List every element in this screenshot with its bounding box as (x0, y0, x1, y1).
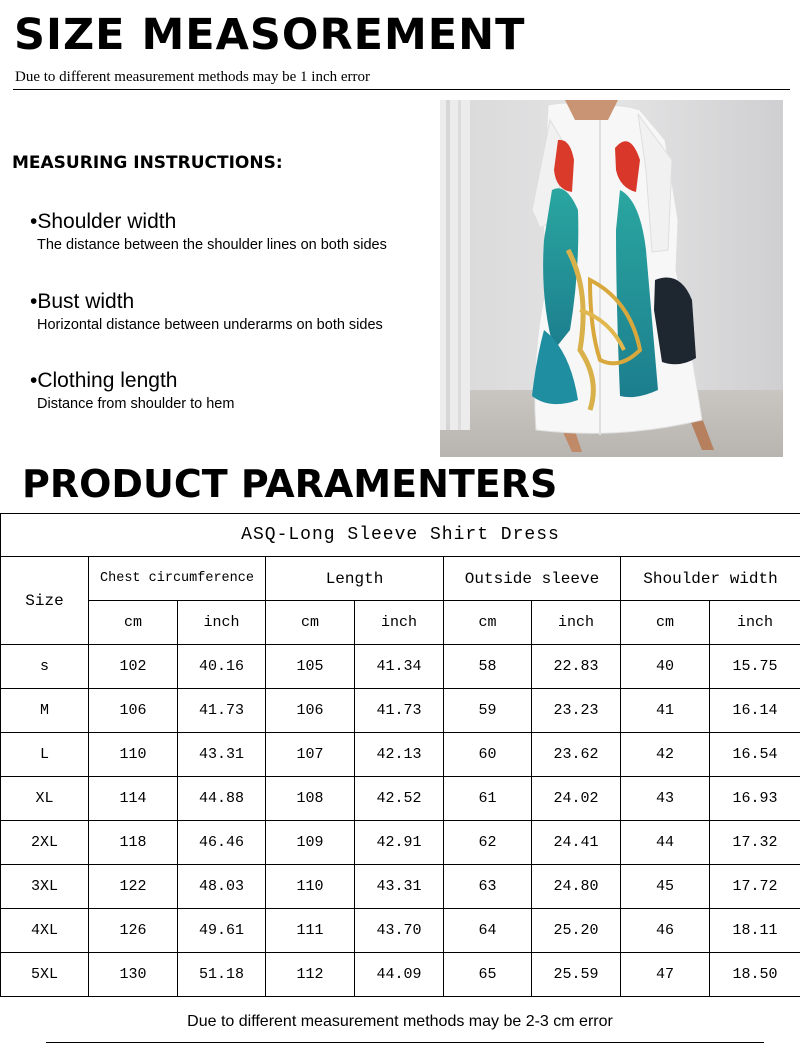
size-cell: 4XL (1, 909, 89, 953)
table-cell: 130 (89, 953, 178, 997)
instruction-shoulder-width (30, 211, 387, 253)
table-row (1, 777, 800, 821)
table-row (1, 953, 800, 997)
table-cell: 102 (89, 645, 178, 689)
instruction-clothing-length (30, 370, 234, 412)
size-cell: XL (1, 777, 89, 821)
size-cell: L (1, 733, 89, 777)
table-cell: 112 (266, 953, 355, 997)
table-cell: 41.73 (178, 689, 266, 733)
table-cell: 44 (621, 821, 710, 865)
table-row (1, 821, 800, 865)
instruction-bust-width (30, 291, 383, 333)
size-table (0, 513, 800, 997)
table-cell: 114 (89, 777, 178, 821)
unit-inch: inch (710, 601, 800, 645)
length-column-header: Length (266, 557, 444, 601)
table-cell: 58 (444, 645, 532, 689)
table-cell: 122 (89, 865, 178, 909)
table-cell: 40 (621, 645, 710, 689)
table-cell: 24.41 (532, 821, 621, 865)
table-cell: 42 (621, 733, 710, 777)
table-cell: 41.73 (355, 689, 444, 733)
table-row (1, 865, 800, 909)
page-title: SIZE MEASOREMENT (14, 10, 526, 60)
table-cell: 24.02 (532, 777, 621, 821)
unit-inch: inch (355, 601, 444, 645)
instructions-heading: MEASURING INSTRUCTIONS: (12, 153, 283, 173)
table-cell: 42.52 (355, 777, 444, 821)
table-cell: 107 (266, 733, 355, 777)
footer-note: Due to different measurement methods may be 2-3 cm error (187, 1013, 613, 1030)
table-cell: 25.59 (532, 953, 621, 997)
table-cell: 47 (621, 953, 710, 997)
table-cell: 65 (444, 953, 532, 997)
table-row (1, 733, 800, 777)
table-cell: 63 (444, 865, 532, 909)
table-cell: 42.91 (355, 821, 444, 865)
table-cell: 43.31 (355, 865, 444, 909)
table-cell: 16.93 (710, 777, 800, 821)
chest-column-header: Chest circumference (89, 557, 266, 601)
table-cell: 45 (621, 865, 710, 909)
table-cell: 44.88 (178, 777, 266, 821)
table-cell: 23.23 (532, 689, 621, 733)
table-caption: ASQ-Long Sleeve Shirt Dress (1, 514, 800, 557)
size-cell: M (1, 689, 89, 733)
product-photo (440, 100, 783, 457)
table-cell: 106 (266, 689, 355, 733)
table-cell: 22.83 (532, 645, 621, 689)
product-parameters-heading: PRODUCT PARAMENTERS (22, 462, 558, 506)
table-cell: 17.32 (710, 821, 800, 865)
unit-cm: cm (266, 601, 355, 645)
table-row (1, 689, 800, 733)
table-cell: 46 (621, 909, 710, 953)
table-cell: 59 (444, 689, 532, 733)
table-cell: 41.34 (355, 645, 444, 689)
sleeve-column-header: Outside sleeve (444, 557, 621, 601)
table-cell: 64 (444, 909, 532, 953)
table-row (1, 645, 800, 689)
table-cell: 25.20 (532, 909, 621, 953)
table-cell: 108 (266, 777, 355, 821)
table-cell: 40.16 (178, 645, 266, 689)
measurement-note: Due to different measurement methods may be 1 inch error (15, 69, 371, 85)
instruction-desc: The distance between the shoulder lines on both sides (37, 237, 387, 253)
table-cell: 18.50 (710, 953, 800, 997)
table-cell: 109 (266, 821, 355, 865)
table-cell: 62 (444, 821, 532, 865)
table-cell: 41 (621, 689, 710, 733)
table-cell: 106 (89, 689, 178, 733)
table-cell: 49.61 (178, 909, 266, 953)
size-cell: s (1, 645, 89, 689)
table-cell: 17.72 (710, 865, 800, 909)
table-row (1, 909, 800, 953)
table-cell: 51.18 (178, 953, 266, 997)
table-cell: 60 (444, 733, 532, 777)
table-cell: 44.09 (355, 953, 444, 997)
table-cell: 43.70 (355, 909, 444, 953)
unit-inch: inch (178, 601, 266, 645)
table-cell: 23.62 (532, 733, 621, 777)
size-cell: 5XL (1, 953, 89, 997)
table-cell: 105 (266, 645, 355, 689)
unit-cm: cm (444, 601, 532, 645)
table-cell: 43.31 (178, 733, 266, 777)
size-cell: 3XL (1, 865, 89, 909)
unit-inch: inch (532, 601, 621, 645)
instruction-title: •Shoulder width (30, 210, 177, 233)
table-cell: 61 (444, 777, 532, 821)
table-cell: 111 (266, 909, 355, 953)
table-cell: 126 (89, 909, 178, 953)
table-cell: 110 (89, 733, 178, 777)
instruction-title: •Bust width (30, 290, 135, 313)
size-column-header: Size (1, 557, 89, 645)
unit-cm: cm (621, 601, 710, 645)
instruction-desc: Horizontal distance between underarms on both sides (37, 317, 383, 333)
table-cell: 16.54 (710, 733, 800, 777)
table-cell: 15.75 (710, 645, 800, 689)
shoulder-column-header: Shoulder width (621, 557, 800, 601)
instruction-title: •Clothing length (30, 369, 178, 392)
table-cell: 42.13 (355, 733, 444, 777)
instruction-desc: Distance from shoulder to hem (37, 396, 235, 412)
table-cell: 46.46 (178, 821, 266, 865)
table-cell: 16.14 (710, 689, 800, 733)
table-cell: 110 (266, 865, 355, 909)
footer-divider (46, 1042, 764, 1043)
table-cell: 48.03 (178, 865, 266, 909)
table-cell: 18.11 (710, 909, 800, 953)
table-cell: 43 (621, 777, 710, 821)
header-divider (13, 89, 790, 90)
size-cell: 2XL (1, 821, 89, 865)
table-cell: 118 (89, 821, 178, 865)
table-cell: 24.80 (532, 865, 621, 909)
unit-cm: cm (89, 601, 178, 645)
